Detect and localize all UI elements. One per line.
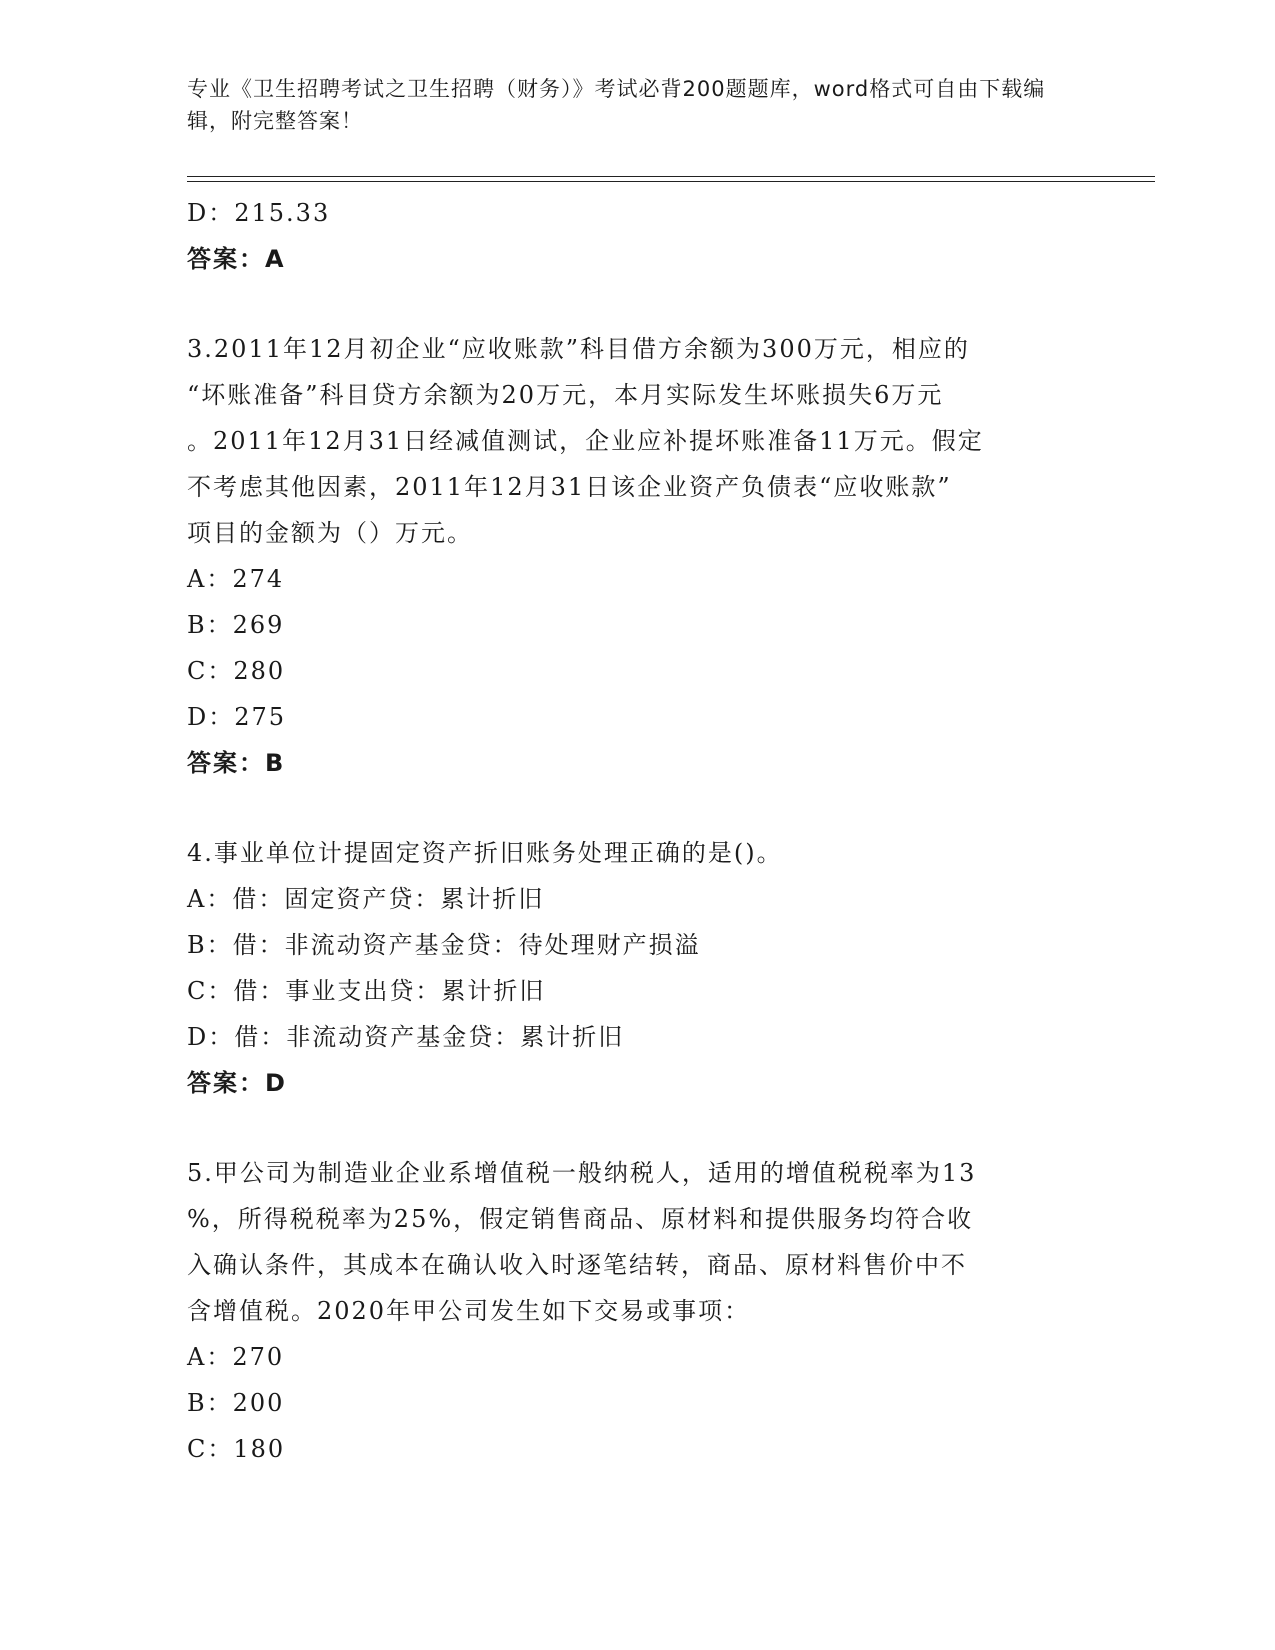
option-c: C：180 — [187, 1435, 286, 1463]
option-c: C：借：事业支出贷：累计折旧 — [187, 977, 546, 1005]
answer: 答案：B — [187, 749, 286, 777]
spacer — [187, 282, 1087, 326]
question-stem-line: 3.2011年12月初企业“应收账款”科目借方余额为300万元，相应的 — [187, 335, 970, 363]
spacer — [187, 1106, 1087, 1150]
question-stem-line: 入确认条件，其成本在确认收入时逐笔结转，商品、原材料售价中不 — [187, 1251, 967, 1279]
option-a: A：借：固定资产贷：累计折旧 — [187, 885, 545, 913]
option-b: B：269 — [187, 611, 285, 639]
question-stem-line: 5.甲公司为制造业企业系增值税一般纳税人，适用的增值税税率为13 — [187, 1159, 977, 1187]
spacer — [187, 786, 1087, 830]
question-stem-line: 4.事业单位计提固定资产折旧账务处理正确的是()。 — [187, 839, 783, 867]
question-3 — [187, 326, 1087, 786]
option-b: B：借：非流动资产基金贷：待处理财产损溢 — [187, 931, 701, 959]
option-a: A：274 — [187, 565, 285, 593]
option-c: C：280 — [187, 657, 286, 685]
question-stem-line: 。2011年12月31日经减值测试，企业应补提坏账准备11万元。假定 — [187, 427, 984, 455]
answer: 答案：D — [187, 1069, 287, 1097]
header-rule-top — [187, 176, 1155, 177]
question-stem-line: “坏账准备”科目贷方余额为20万元，本月实际发生坏账损失6万元 — [187, 381, 944, 409]
question-stem-line: 含增值税。2020年甲公司发生如下交易或事项： — [187, 1297, 751, 1325]
question-stem-line: %，所得税税率为25%，假定销售商品、原材料和提供服务均符合收 — [187, 1205, 974, 1233]
page-header — [187, 73, 1067, 137]
document-body — [187, 190, 1087, 1472]
question-stem-line: 不考虑其他因素，2011年12月31日该企业资产负债表“应收账款” — [187, 473, 952, 501]
option-d: D：借：非流动资产基金贷：累计折旧 — [187, 1023, 625, 1051]
option-d: D：215.33 — [187, 199, 331, 227]
option-b: B：200 — [187, 1389, 285, 1417]
question-stem-line: 项目的金额为（）万元。 — [187, 519, 473, 547]
question-4 — [187, 830, 1087, 1106]
header-title: 专业《卫生招聘考试之卫生招聘（财务）》考试必背200题题库，word格式可自由下载编辑，附完整答案！ — [187, 77, 1046, 133]
option-d: D：275 — [187, 703, 287, 731]
question-5 — [187, 1150, 1087, 1472]
answer: 答案：A — [187, 245, 286, 273]
option-a: A：270 — [187, 1343, 285, 1371]
header-rule-bottom — [187, 181, 1155, 182]
